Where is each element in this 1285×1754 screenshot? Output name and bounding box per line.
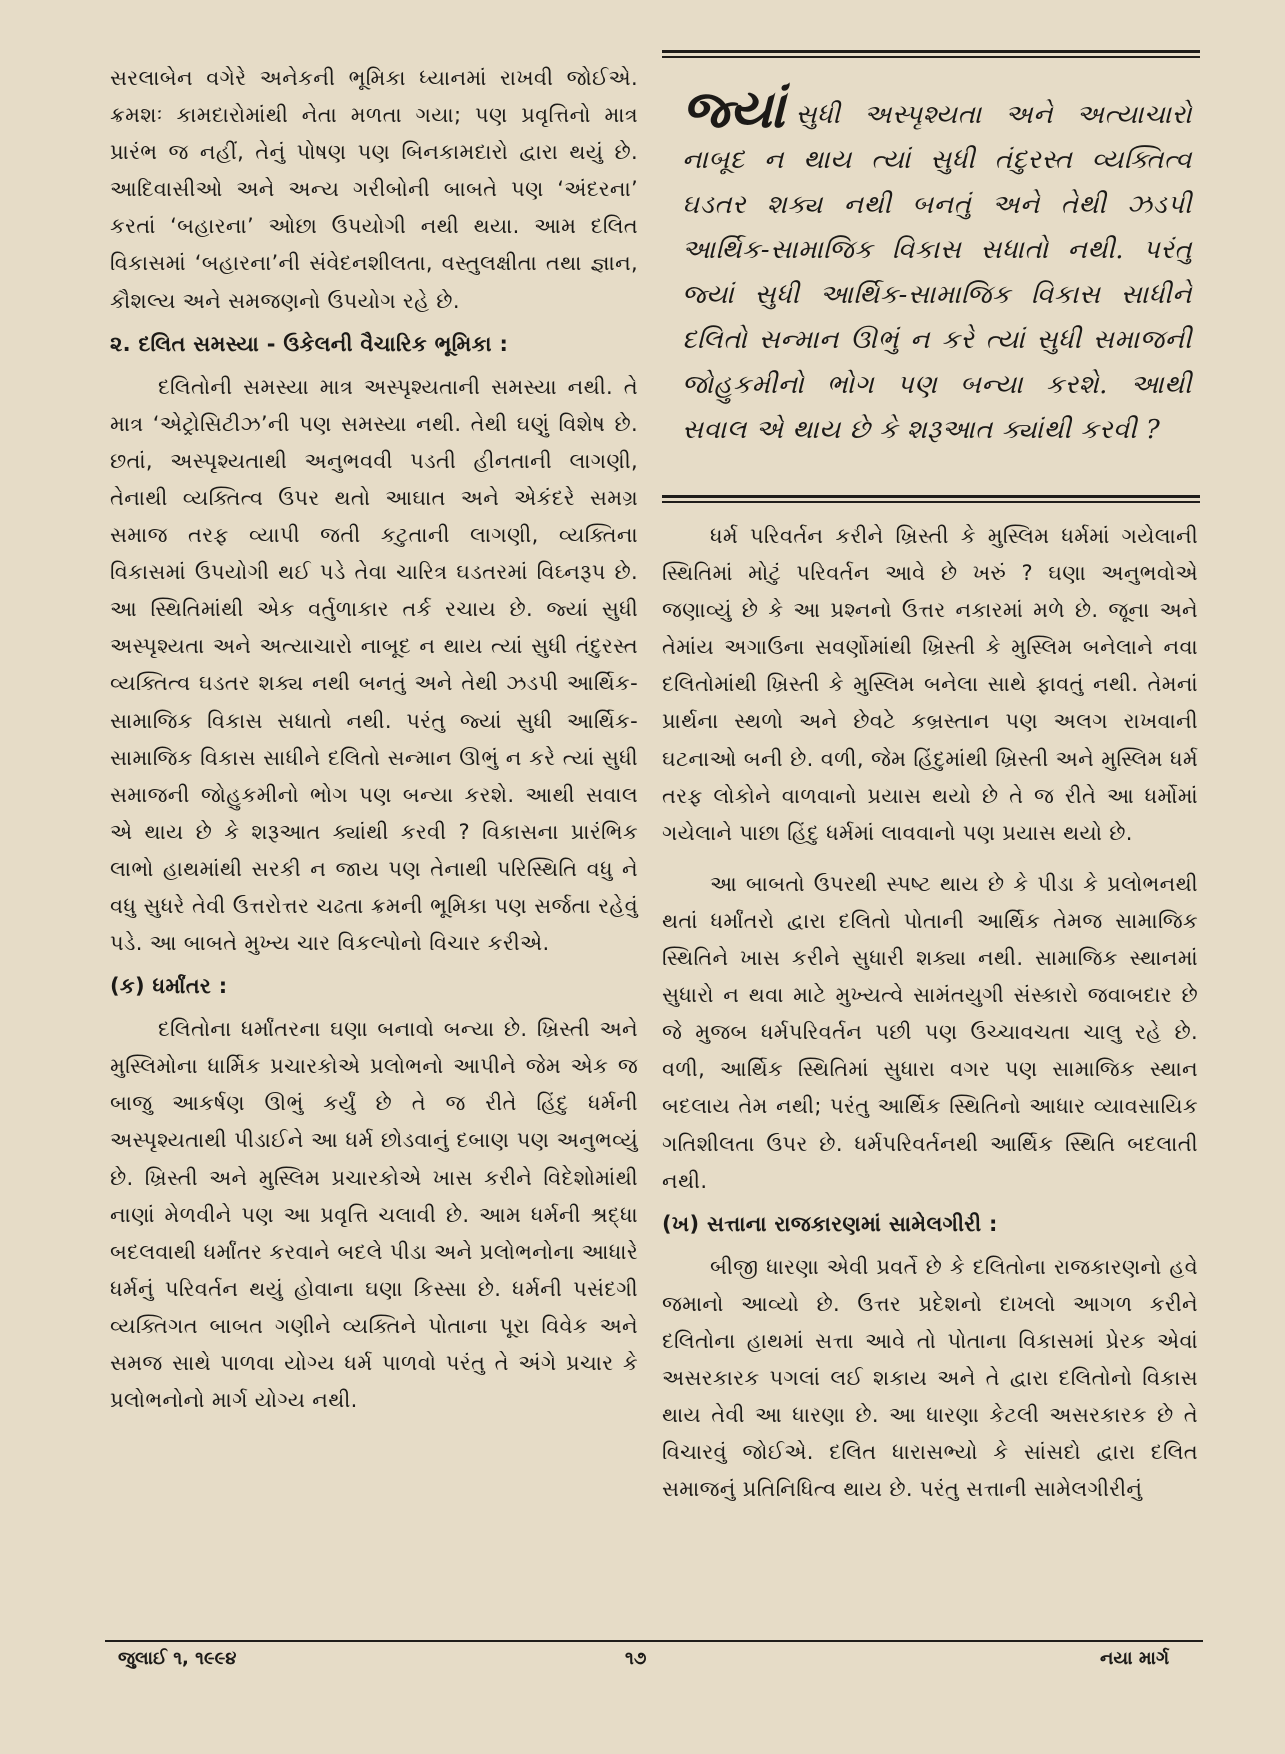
paragraph-conversion-outcome: ધર્મ પરિવર્તન કરીને ખ્રિસ્તી કે મુસ્લિમ ધર્મમાં ગયેલાની સ્થિતિમાં મોટું પરિવર્તન આવે છે ખરું ? ઘણા અનુભવોએ જણાવ્યું છે કે આ પ્રશ્નનો ઉત્તર નકારમાં મળે છે. જૂના અને તેમાંય અગાઉના સવર્ણોમાંથી ખ્રિસ્તી કે મુસ્લિમ બનેલાને નવા દલિતોમાંથી ખ્રિસ્તી કે મુસ્લિમ બનેલા સાથે ફાવતું નથી. તેમનાં પ્રાર્થના સ્થળો અને છેવટે કબ્રસ્તાન પણ અલગ રાખવાની ઘટનાઓ બની છે. વળી, જેમ હિંદુમાંથી ખ્રિસ્તી અને મુસ્લિમ ધર્મ તરફ લોકોને વાળવાનો પ્રયાસ થયો છે તે જ રીતે આ ધર્મોમાં ગયેલાને પાછા હિંદુ ધર્મમાં લાવવાનો પણ પ્રયાસ થયો છે. — [662, 524, 1198, 845]
pull-quote-text — [682, 79, 1192, 453]
pull-quote-body: સુધી અસ્પૃશ્યતા અને અત્યાચારો નાબૂદ ન થાય ત્યાં સુધી તંદુરસ્ત વ્યક્તિત્વ ઘડતર શક્ય નથી બનતું અને તેથી ઝડપી આર્થિક-સામાજિક વિકાસ સધાતો નથી. પરંતુ જ્યાં સુધી આર્થિક-સામાજિક વિકાસ સાધીને દલિતો સન્માન ઊભું ન કરે ત્યાં સુધી સમાજની જોહુકમીનો ભોગ પણ બન્યા કરશે. આથી સવાલ એ થાય છે કે શરૂઆત ક્યાંથી કરવી ? — [682, 100, 1192, 445]
pull-quote-bottom-rule — [662, 495, 1200, 503]
right-column — [662, 518, 1198, 1508]
footer-magazine-name: નયા માર્ગ — [1100, 1648, 1170, 1669]
footer-page-number: ૧૭ — [625, 1648, 647, 1669]
paragraph-politics: બીજી ધારણા એવી પ્રવર્તે છે કે દલિતોના રાજકારણનો હવે જમાનો આવ્યો છે. ઉત્તર પ્રદેશનો દાખલો આગળ કરીને દલિતોના હાથમાં સત્તા આવે તો પોતાના વિકાસમાં પ્રેરક એવાં અસરકારક પગલાં લઈ શકાય અને તે દ્વારા દલિતોનો વિકાસ થાય તેવી આ ધારણા છે. આ ધારણા કેટલી અસરકારક છે તે વિચારવું જોઈએ. દલિત ધારાસભ્યો કે સાંસદો દ્વારા દલિત સમાજનું પ્રતિનિધિત્વ થાય છે. પરંતુ સત્તાની સામેલગીરીનું — [662, 1254, 1198, 1502]
footer-divider — [105, 1640, 1203, 1642]
paragraph-dalit-problem: દલિતોની સમસ્યા માત્ર અસ્પૃશ્યતાની સમસ્યા નથી. તે માત્ર ‘એટ્રોસિટીઝ’ની પણ સમસ્યા નથી. તેથી ઘણું વિશેષ છે. છતાં, અસ્પૃશ્યતાથી અનુભવવી પડતી હીનતાની લાગણી, તેનાથી વ્યક્તિત્વ ઉપર થતો આઘાત અને એકંદરે સમગ્ર સમાજ તરફ વ્યાપી જતી કટુતાની લાગણી, વ્યક્તિના વિકાસમાં ઉપયોગી થઈ પડે તેવા ચારિત્ર ઘડતરમાં વિઘ્નરૂપ છે. આ સ્થિતિમાંથી એક વર્તુળાકાર તર્ક રચાય છે. જ્યાં સુધી અસ્પૃશ્યતા અને અત્યાચારો નાબૂદ ન થાય ત્યાં સુધી તંદુરસ્ત વ્યક્તિત્વ ઘડતર શક્ય નથી બનતું અને તેથી ઝડપી આર્થિક-સામાજિક વિકાસ સધાતો નથી. પરંતુ જ્યાં સુધી આર્થિક-સામાજિક વિકાસ સાધીને દલિતો સન્માન ઊભું ન કરે ત્યાં સુધી સમાજની જોહુકમીનો ભોગ પણ બન્યા કરશે. આથી સવાલ એ થાય છે કે શરૂઆત ક્યાંથી કરવી ? વિકાસના પ્રારંભિક લાભો હાથમાંથી સરકી ન જાય પણ તેનાથી પરિસ્થિતિ વધુ ને વધુ સુધરે તેવી ઉત્તરોત્તર ચઢતા ક્રમની ભૂમિકા પણ સર્જતા રહેવું પડે. આ બાબતે મુખ્ય ચાર વિકલ્પોનો વિચાર કરીએ. — [110, 374, 638, 956]
pull-quote-lead-word: જ્યાં — [682, 79, 786, 140]
paragraph-conversion: દલિતોના ધર્માંતરના ઘણા બનાવો બન્યા છે. ખ્રિસ્તી અને મુસ્લિમોના ધાર્મિક પ્રચારકોએ પ્રલોભનો આપીને જેમ એક જ બાજુ આકર્ષણ ઊભું કર્યું છે તે જ રીતે હિંદુ ધર્મની અસ્પૃશ્યતાથી પીડાઈને આ ધર્મ છોડવાનું દબાણ પણ અનુભવ્યું છે. ખ્રિસ્તી અને મુસ્લિમ પ્રચારકોએ ખાસ કરીને વિદેશોમાંથી નાણાં મેળવીને પણ આ પ્રવૃત્તિ ચલાવી છે. આમ ધર્મની શ્રદ્ધા બદલવાથી ધર્માંતર કરવાને બદલે પીડા અને પ્રલોભનોના આધારે ધર્મનું પરિવર્તન થયું હોવાના ઘણા કિસ્સા છે. ધર્મની પસંદગી વ્યક્તિગત બાબત ગણીને વ્યક્તિને પોતાના પૂરા વિવેક અને સમજ સાથે પાળવા યોગ્ય ધર્મ પાળવો પરંતુ તે અંગે પ્રચાર કે પ્રલોભનોનો માર્ગ યોગ્ય નથી. — [110, 1017, 638, 1413]
pull-quote-top-rule — [662, 50, 1200, 58]
pull-quote-box — [662, 50, 1200, 505]
footer-date: જુલાઈ ૧, ૧૯૯૪ — [118, 1648, 237, 1669]
intro-paragraph: સરલાબેન વગેરે અનેકની ભૂમિકા ધ્યાનમાં રાખવી જોઈએ. ક્રમશઃ કામદારોમાંથી નેતા મળતા ગયા; પણ પ્રવૃત્તિનો માત્ર પ્રારંભ જ નહીં, તેનું પોષણ પણ બિનકામદારો દ્વારા થયું છે. આદિવાસીઓ અને અન્ય ગરીબોની બાબતે પણ ‘અંદરના’ કરતાં ‘બહારના’ ઓછા ઉપયોગી નથી થયા. આમ દલિત વિકાસમાં ‘બહારના’ની સંવેદનશીલતા, વસ્તુલક્ષીતા તથા જ્ઞાન, કૌશલ્ય અને સમજણનો ઉપયોગ રહે છે. — [110, 66, 638, 313]
section-heading-2: ૨. દલિત સમસ્યા - ઉકેલની વૈચારિક ભૂમિકા : — [110, 331, 509, 356]
section-heading-kh: (ખ) સત્તાના રાજકારણમાં સામેલગીરી : — [662, 1211, 998, 1236]
left-column — [110, 60, 638, 1419]
paragraph-conversion-conclusion: આ બાબતો ઉપરથી સ્પષ્ટ થાય છે કે પીડા કે પ્રલોભનથી થતાં ધર્માંતરો દ્વારા દલિતો પોતાની આર્થિક તેમજ સામાજિક સ્થિતિને ખાસ કરીને સુધારી શક્યા નથી. સામાજિક સ્થાનમાં સુધારો ન થવા માટે મુખ્યત્વે સામંતયુગી સંસ્કારો જવાબદાર છે જે મુજબ ધર્મપરિવર્તન પછી પણ ઉચ્ચાવચતા ચાલુ રહે છે. વળી, આર્થિક સ્થિતિમાં સુધારા વગર પણ સામાજિક સ્થાન બદલાય તેમ નથી; પરંતુ આર્થિક સ્થિતિનો આધાર વ્યાવસાયિક ગતિશીલતા ઉપર છે. ધર્મપરિવર્તનથી આર્થિક સ્થિતિ બદલાતી નથી. — [662, 871, 1198, 1193]
section-heading-k: (ક) ધર્માંતર : — [110, 974, 228, 999]
